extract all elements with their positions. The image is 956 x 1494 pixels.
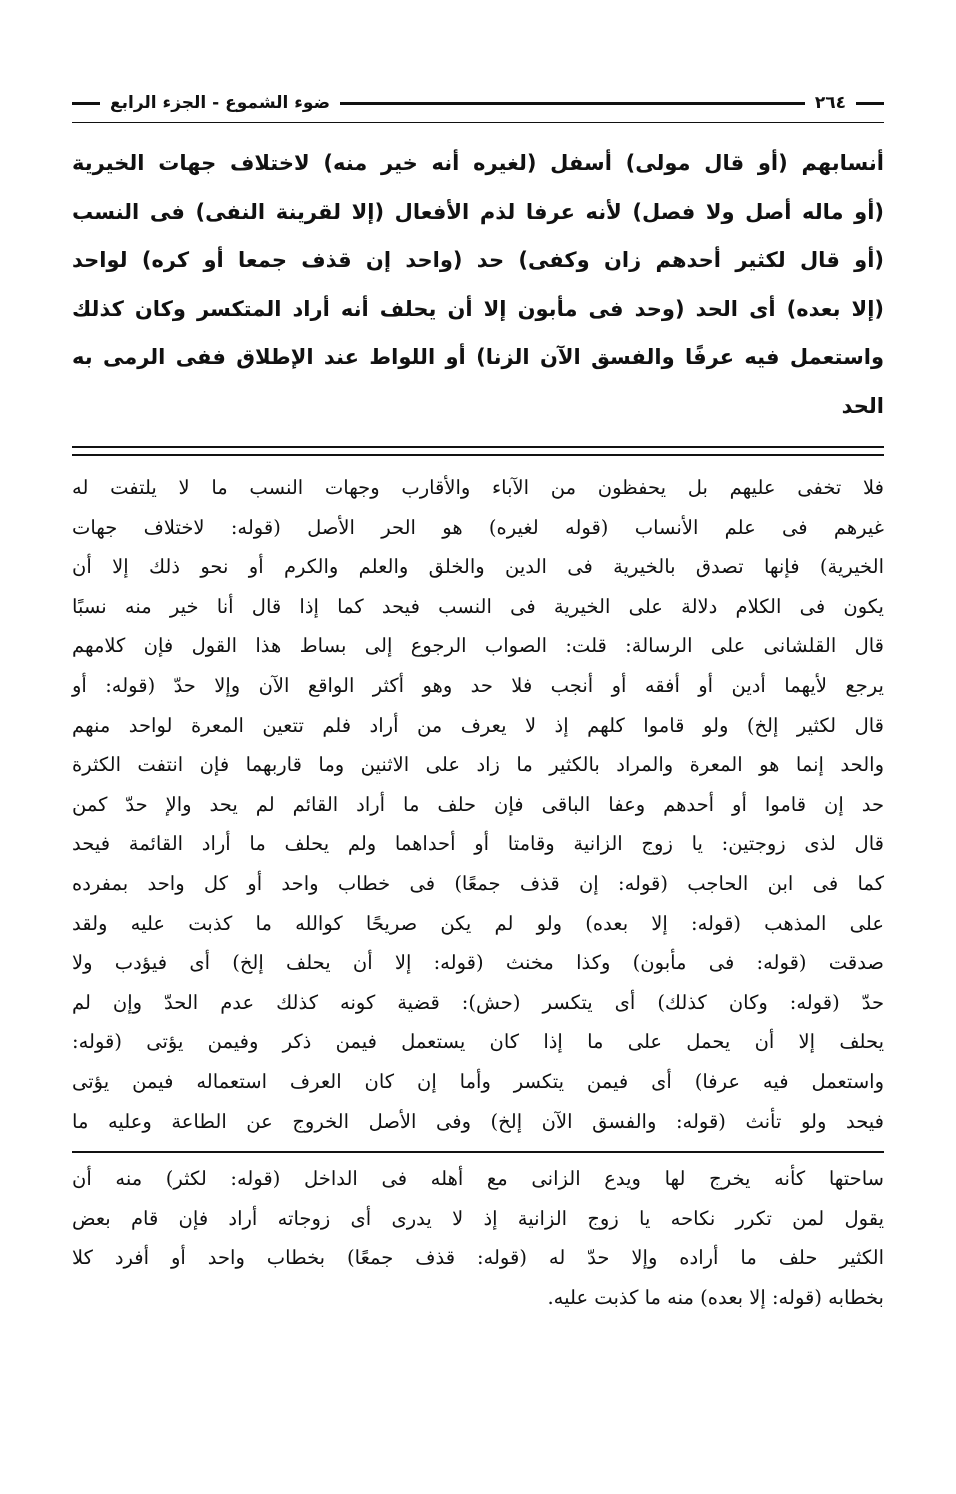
book-page	[72, 88, 884, 1317]
sharh-line: صدقت (قوله: فى مأبون) وكذا مخنث (قوله: إلا أن يحلف إلخ) أى فيؤدب ولا	[72, 951, 884, 975]
sharh-line: حدّ (قوله: وكان كذلك) أى يتكسر (حش): قضية كونه كذلك عدم الحدّ وإن لم	[72, 990, 884, 1014]
running-title: ضوء الشموع - الجزء الرابع	[110, 93, 331, 113]
hashiya-line: ساحتها كأنه يخرج لها ويدع الزانى مع أهله فى الداخل (قوله: لكثر) منه أن	[72, 1167, 884, 1191]
running-header	[72, 88, 884, 118]
sharh-line: غيرهم فى علم الأنساب (قوله لغيره) هو الحر الأصل (قوله: لاختلاف جهات	[72, 515, 884, 539]
sharh-line: كما فى ابن الحاجب (قوله: إن قذف جمعًا) فى خطاب واحد أو كل واحد بمفرده	[72, 871, 884, 895]
sharh-line: يكون فى الكلام دلالة على الخيرية فى النسب فيحد كما إذا قال أنا خير منه نسبًا	[72, 594, 884, 618]
footnote-divider	[72, 1151, 884, 1153]
sharh-line: قال لذى زوجتين: يا زوج الزانية وقامتا أو أحداهما ولم يحلف ما أراد القائمة فيحد	[72, 832, 884, 856]
sharh-line: والحد إنما هو المعرة والمراد بالكثير ما زاد على الاثنين وما قاربهما فإن انتفت الكثرة	[72, 753, 884, 777]
sharh-line: فلا تخفى عليهم بل يحفظون من الآباء والأقارب وجهات النسب ما لا يلتفت له	[72, 476, 884, 499]
hashiya-line: الكثير حلف ما أراده وإلا حدّ له (قوله: قذف جمعًا) بخطاب واحد أو أفرد كلا	[72, 1246, 884, 1270]
sharh-line: واستعمل فيه عرفا) أى فيمن يتكسر وأما إن كان العرف استعماله فيمن يؤتى	[72, 1069, 884, 1093]
header-dash-right	[856, 102, 884, 105]
hashiya-line: يقول لمن تكرر نكاحه يا زوج الزانية إذ لا يدرى أى زوجاته أراد فإن قام بعض	[72, 1206, 884, 1230]
matn-line: (أو ماله أصل ولا فصل) لأنه عرفا لذم الأفعال (إلا لقرينة النفى) فى النسب	[72, 199, 884, 224]
hashiya-footnotes	[72, 1159, 884, 1317]
sharh-line: على المذهب (قوله: إلا بعده) ولو لم يكن صريحًا كوالله ما كذبت عليه ولقد	[72, 911, 884, 935]
matn-line: (أو قال لكثير أحدهم زان وكفى) حد (واحد إن قذف جمعا أو كره) لواحد	[72, 248, 884, 272]
matn-text	[72, 139, 884, 430]
sharh-line: فيحد ولو تأنث (قوله: والفسق الآن إلخ) وفى الأصل الخروج عن الطاعة وعليه ما	[72, 1109, 884, 1133]
sharh-line: حد إن قاموا أو أحدهم وعفا الباقى فإن حلف ما أراد القائم لم يحد والإ حدّ كمن	[72, 792, 884, 816]
sharh-line: قال لكثير إلخ) ولو قاموا كلهم إذ لا يعرف من أراد فلم تتعين المعرة لواحد منهم	[72, 713, 884, 737]
header-dash-left	[72, 102, 100, 105]
sharh-commentary	[72, 468, 884, 1141]
double-divider	[72, 446, 884, 456]
matn-line: (إلا بعده) أى الحد (وحد فى مأبون إلا أن يحلف أنه أراد المتكسر وكان كذلك	[72, 296, 884, 321]
header-underline	[72, 122, 884, 123]
matn-line: أنسابهم (أو قال مولى) أسفل (لغيره أنه خير منه) لاختلاف جهات الخيرية	[72, 151, 884, 175]
matn-line: واستعمل فيه عرفًا والفسق الآن الزنا) أو اللواط عند الإطلاق ففى الرمى به الحد	[72, 345, 884, 418]
sharh-line: الخيرية) فإنها تصدق بالخيرية فى الدين والخلق والعلم والكرم أو نحو ذلك إلا أن	[72, 555, 884, 579]
sharh-line: يحلف إلا أن يحمل على ما إذا كان يستعمل فيمن ذكر وفيمن يؤتى (قوله:	[72, 1030, 884, 1054]
header-dash-middle	[340, 102, 805, 105]
page-number: ٢٦٤	[814, 93, 846, 113]
sharh-line: يرجع لأيهما أدين أو أفقه أو أنجب فلا حد وهو أكثر الواقع الآن وإلا حدّ (قوله: أو	[72, 673, 884, 697]
hashiya-line: بخطابه (قوله: إلا بعده) منه ما كذبت عليه.	[547, 1285, 884, 1309]
sharh-line: قال القلشانى على الرسالة: قلت: الصواب الرجوع إلى بساط هذا القول فإن كلامهم	[72, 634, 884, 658]
